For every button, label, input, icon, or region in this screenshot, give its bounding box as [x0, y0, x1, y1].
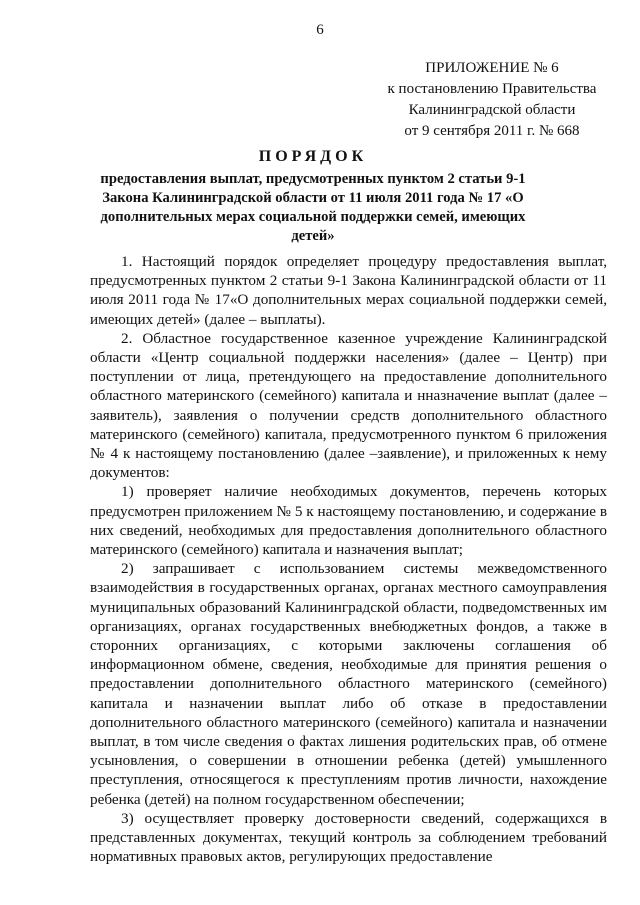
paragraph: 1) проверяет наличие необходимых документов, перечень которых предусмотрен приложением № 5 к настоящему постановлению, и содержание в них сведений, необходимых для предоставления дополнительного областного материнского (семейного) капитала и назначения выплат;	[90, 483, 607, 559]
paragraph: 3) осуществляет проверку достоверности сведений, содержащихся в представленных документах, текущий контроль за соблюдением требований нормативных правовых актов, регулирующих предоставление	[90, 809, 607, 866]
page-number: 6	[316, 22, 324, 38]
paragraph: 2. Областное государственное казенное учреждение Калининградской области «Центр социальной поддержки населения» (далее – Центр) при поступлении от лица, претендующего на предоставление дополнительного областного материнского (семейного) капитала и нназначение выплат (далее – заявитель), заявления о получении средств дополнительного областного материнского (семейного) капитала, предусмотренного пунктом 6 приложения № 4 к настоящему постановлению (далее –заявление), и приложенных к нему документов:	[90, 329, 607, 482]
appendix-line: от 9 сентября 2011 г. № 668	[404, 123, 580, 139]
appendix-block	[372, 58, 612, 142]
appendix-line: Калининградской области	[408, 102, 576, 118]
paragraph: 2) запрашивает с использованием системы межведомственного взаимодействия в государственных органах, органах местного самоуправления муниципальных образований Калининградской области, подведомственных им организациях, органах государственных внебюджетных фондов, а также в сторонних организациях, с которыми заключены соглашения об информационном обмене, сведения, необходимые для принятия решения о предоставлении дополнительного областного материнского (семейного) капитала и назначении выплат либо об отказе в предоставлении дополнительного областного материнского (семейного) капитала и назначении выплат, в том числе сведения о фактах лишения родительских прав, об отмене усыновления, о совершении в отношении ребенка (детей) умышленного преступления, относящегося к преступлениям против личности, нахождение ребенка (детей) на полном государственном обеспечении;	[90, 560, 607, 808]
appendix-title: ПРИЛОЖЕНИЕ № 6	[425, 60, 559, 76]
appendix-line: к постановлению Правительства	[387, 81, 597, 97]
document-heading	[94, 148, 532, 246]
document-body	[90, 252, 607, 867]
document-title: ПОРЯДОК	[258, 148, 368, 165]
paragraph: 1. Настоящий порядок определяет процедуру предоставления выплат, предусмотренных пунктом 2 статьи 9-1 Закона Калининградской области от 11 июля 2011 года № 17«О дополнительных мерах социальной поддержки семей, имеющих детей» (далее – выплаты).	[90, 253, 607, 328]
document-subtitle: предоставления выплат, предусмотренных пунктом 2 статьи 9-1 Закона Калининградской области от 11 июля 2011 года № 17 «О дополнительных мерах социальной поддержки семей, имеющих детей»	[100, 171, 526, 244]
